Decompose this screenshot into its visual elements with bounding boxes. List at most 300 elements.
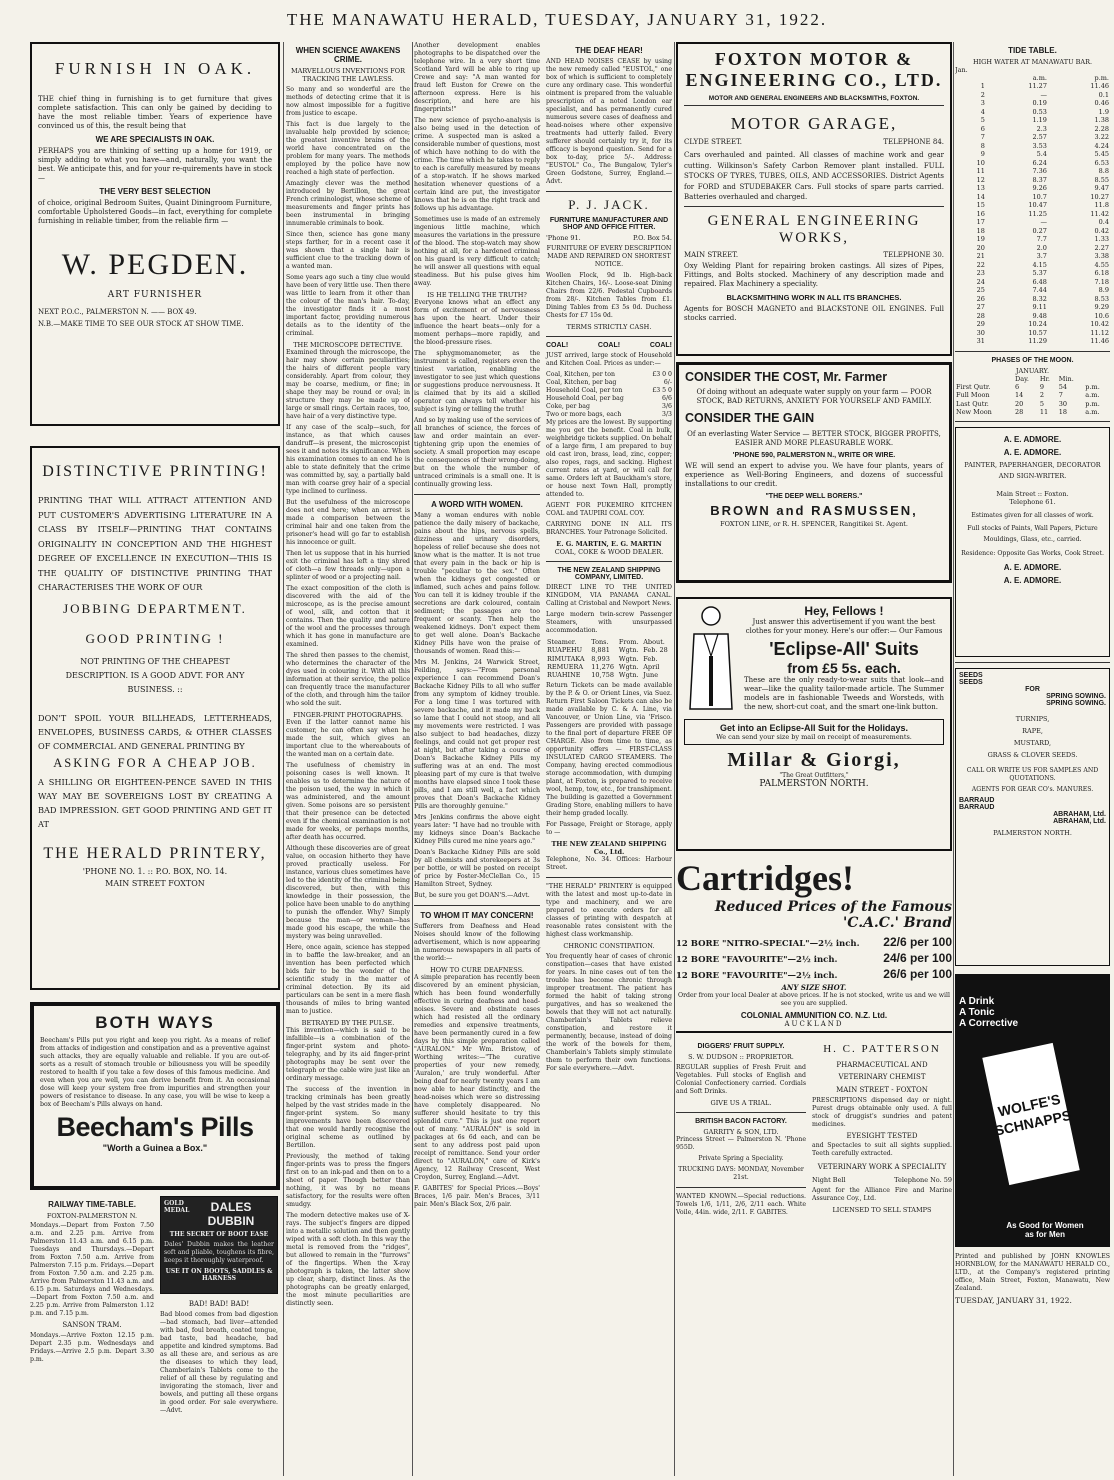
cartridge-bore: 12 BORE "NITRO-SPECIAL"—2½ inch. [676,939,860,949]
science-p23: Everyone knows what an effect any form of excitement or of nervousness has upon the heart. Under their influence the heart beats—only for a moment perhaps—more rapidly, and the blood-pressure rises. [414,299,540,346]
table-row [955,244,1110,253]
moon-title: PHASES OF THE MOON. [991,356,1074,364]
seeds-for: FOR [1025,686,1040,694]
table-cell: 11.42 [1090,209,1109,218]
table-header: Steamer. [547,638,577,646]
farmer-p2: Of an everlasting Water Service — BETTER STOCK, BIGGER PROFITS, EASIER AND MORE PLEASURABLE WORK. [687,430,941,447]
science-p2: This fact is due largely to the invaluable help provided by science; the greatest inventive brains of the world have concentrated on the problem for many years. The methods employed by the police have now reached a high state of perfection. [286,121,410,176]
table-row [955,167,1110,176]
wolfe-bottle [982,1043,1079,1185]
table-row [546,663,672,671]
admore-tel: Telephone 61. [1009,498,1056,507]
coal-carrying: CARRYING DONE IN ALL ITS BRANCHES. Your Patronage Solicited. [546,521,672,536]
cartridges-sub: Reduced Prices of the Famous 'C.A.C.' Brand [714,899,952,931]
motor-advert [676,42,952,356]
beecham-brand: Beecham's Pills [56,1112,254,1142]
wolfe-l2: A Tonic [959,1007,995,1019]
table-cell: 19 [976,235,985,244]
oak-advert [30,42,280,426]
cartridge-price: 26/6 per 100 [883,967,952,981]
coal-price-list [546,371,672,419]
table-cell: 5.4 [1036,150,1047,159]
dales-column [160,1196,278,1418]
table-cell: 16 [976,209,985,218]
table-cell: 4 [980,107,985,116]
table-cell: 5 [980,116,985,125]
admore-role: PAINTER, PAPERHANGER, DECORATOR AND SIGN-WRITER. [964,461,1101,481]
table-cell: 1 [980,82,985,91]
table-cell: 5.37 [1032,269,1047,278]
women-sure: But, be sure you get DOAN'S.—Advt. [414,892,530,899]
table-cell: Wgtn. [618,671,639,680]
table-row [955,329,1110,338]
eclipse-holiday: Get into an Eclipse-All Suit for the Holidays. [719,723,909,733]
moon-table [955,375,1110,416]
pegden-addr: NEXT P.O.C., PALMERSTON N. —— BOX 49. [38,308,197,316]
farmer-title: CONSIDER THE COST, Mr. Farmer [685,370,888,384]
eclipse-holiday-box [684,719,944,745]
printing-herald: THE HERALD PRINTERY, [43,844,267,862]
table-cell: 6.24 [1032,158,1047,167]
oak-selection: THE VERY BEST SELECTION [99,187,211,196]
table-cell: 7.36 [1032,167,1047,176]
table-cell: RIMUTAKA [547,654,585,663]
wolfe-advert [955,974,1110,1247]
tide-month: Jan. [955,66,968,74]
coal-price: 3/3 [662,411,672,418]
oak-p2: PERHAPS you are thinking of setting up a home for 1919, or simply adding to what you have—and, naturally, you want the best. We anticipate this, and for your re-quirements have in stock — [38,147,272,182]
science-p24: The sphygmomanometer, as the instrument is called, registers even the tiniest variation, enabling the investigator to see just which questions or suggestions produce nervousness. It is claimed that by its aid a skilled operator can always tell whether his subject is lying or telling the truth! [414,350,540,413]
patterson-eyesight: EYESIGHT TESTED [846,1132,918,1140]
deaf-title: THE DEAF HEAR! [575,46,643,55]
table-row [955,99,1110,108]
chronic-body: You frequently hear of cases of chronic constipation—cases that have existed for years. In nine cases out of ten the trouble has become chronic through improper treatment. The patient has formed the habit of taking strong purgatives, and has so weakened the bowels that they will not act naturally. Chamberlain's Tablets relieve constipation, and restore it permanently, because, instead of doing the work of the bowels for them, Chamberlain's Tablets simply stimulate them to perform their own functions. For sale everywhere.—Advt. [546,953,672,1073]
table-cell: 9.48 [1032,311,1047,320]
jack-sub: FURNITURE MANUFACTURER AND SHOP AND OFFICE FITTER. [549,217,669,231]
cartridge-price-list [676,935,952,981]
column-1 [30,42,280,1476]
table-cell: 13 [976,184,985,193]
beecham-title: BOTH WAYS [95,1013,215,1032]
table-cell: 11.27 [1028,82,1047,91]
gen-agents: Agents for BOSCH MAGNETO and BLACKSTONE OIL ENGINES. Full stocks carried. [684,304,944,322]
table-cell: 8.53 [1094,294,1109,303]
table-cell: 3.7 [1036,252,1047,261]
table-cell: Full Moon [956,391,990,400]
science-p6: Examined through the microscope, the hair may show certain peculiarities; the hairs of different people vary considerably. Apart from colour, they may be coarse, medium, or fine; in shape they may be round or oval; in structure they may be made up of large or small rings. Certain races, too, have hair of a very distinctive type. [286,349,410,420]
admore-street: Main Street :: Foxton. [996,490,1069,499]
table-cell: 6.18 [1094,269,1109,278]
wanted-known: WANTED KNOWN.—Special reductions. Towels 1/6, 1/11, 2/6, 2/11 each. White Voile, 44in. wide, 2/11. F. GABITES. [676,1193,806,1216]
eclipse-hey: Hey, Fellows ! [804,604,884,618]
seeds-barraud-2: BARRAUD [959,804,995,812]
admore-res: Residence: Opposite Gas Works, Cook Street. [961,550,1104,558]
science-p19: The modern detective makes use of X-rays. The subject's fingers are dipped into a metallic solution and then gently wiped with a soft cloth. In this way the metal is removed from the "ridges", but allowed to remain in the "furrows" of the fingertips. When the X-ray photograph is taken, the latter show up clear, sharp, distinct lines. As the photographs can be greatly enlarged, the most minute peculiarities are distinctly seen. [286,1212,410,1307]
table-cell: 11.12 [1090,328,1109,337]
railway-sub: FOXTON-PALMERSTON N. [46,1212,138,1220]
science-p3: Amazingly clever was the method introduced by Bertillon, the great French criminologist, whose scheme of measurements and finger prints has been instrumental in bringing innumerable criminals to book. [286,180,410,227]
table-row [955,286,1110,295]
table-cell: 2.3 [1036,124,1047,133]
table-row [955,408,1110,416]
table-row [546,646,672,654]
chronic-title: CHRONIC CONSTIPATION. [563,942,655,951]
table-cell: 1.19 [1032,116,1047,125]
eclipse-outfitters: "The Great Outfitters," [779,772,849,779]
table-row [955,295,1110,304]
table-header: a.m. [1032,74,1047,82]
table-cell: 10,758 [591,671,614,680]
gen-black: BLACKSMITHING WORK IN ALL ITS BRANCHES. [726,292,902,302]
column-3 [414,42,672,1476]
list-item [546,387,672,395]
eclipse-price: from £5 5s. each. [787,660,901,676]
table-cell: 30 [1058,399,1068,408]
gen-title: GENERAL ENGINEERING WORKS, [707,212,921,246]
dudson-body: REGULAR supplies of Fresh Fruit and Vegetables. Full stocks of English and Colonial Confectionery carried. Cordials and Soft Drinks. [676,1064,806,1095]
gabites-braces: F. GABITES' for Special Prices.—Boys' Braces, 1/6 pair. Men's Braces, 3/11 pair. Men's Black Sox, 2/6 pair. [414,1185,540,1208]
table-row [955,337,1110,346]
coal-head-3: COAL! [649,342,672,349]
eclipse-intro: Just answer this advertisement if you want the best clothes for your money. Here's our offer:— Our Famous [745,618,943,635]
table-row [955,91,1110,100]
table-cell: 10.27 [1090,192,1109,201]
oak-specialists: WE ARE SPECIALISTS IN OAK. [95,135,215,144]
seeds-sowing-2: SPRING SOWING. [1046,700,1106,708]
beecham-slogan: "Worth a Guinea a Box." [102,1143,208,1153]
table-cell: 18 [1058,407,1068,416]
motor-tel: TELEPHONE 84. [883,138,944,146]
patterson-street: MAIN STREET - FOXTON [836,1086,928,1094]
printing-advert [30,446,280,990]
admore-name-1: A. E. ADMORE. [1003,435,1062,445]
coal-head-1: COAL! [546,342,569,349]
pegden-nb: N.B.—MAKE TIME TO SEE OUR STOCK AT SHOW TIME. [38,320,244,328]
cartridges-title: Cartridges! [676,858,854,898]
list-item [546,379,672,387]
list-item [546,403,672,411]
table-cell: 7.18 [1094,277,1109,286]
table-row [955,312,1110,321]
coal-item: Household Coal, per bag [546,395,624,402]
table-cell: 30 [976,328,985,337]
seeds-barraud-1: BARRAUD [959,797,995,805]
jack-items: Woollen Flock, 9d lb. High-back Kitchen Chairs, 16/-. Loose-seat Dining Chairs from 22/6. Pedestal Cupboards from 28/-. Kitchen Tables from £1. Dining Tables from £3 5s 0d. Duchess Chests for £7 15s 0d. [546,272,672,319]
table-row [955,133,1110,142]
cartridge-row [676,951,952,965]
oak-p3: of choice, original Bedroom Suites, Quaint Diningroom Furniture, comfortable Upholstered Goods—in fact, everything for complete furnishing in reliable timber, from the reliable firm — [38,199,272,225]
women-title: A WORD WITH WOMEN. [431,500,523,509]
table-cell: 11.46 [1090,337,1109,346]
table-cell: 9 [1039,383,1045,392]
science-p25: And so by making use of the services of all branches of science, the forces of law and order maintain an ever-tightening grip upon the enemies of society. A small proportion may escape the consequences of their wrong-doing, but on the whole the number of untraced criminals is a small one. It is continually growing less. [414,417,540,488]
table-cell: 27 [976,303,985,312]
motor-title: FOXTON MOTOR & ENGINEERING CO., LTD. [685,49,943,90]
farmer-gain: CONSIDER THE GAIN [685,411,815,425]
shipping-company: THE NEW ZEALAND SHIPPING Co., Ltd. [551,840,667,857]
gen-body: Oxy Welding Plant for repairing broken castings. All sizes of Pipes, Fittings, and Bolts stocked. Machinery of any description made and repaired. Flax Machinery a speciality. [684,261,944,288]
pegden-name: W. PEGDEN. [61,248,249,281]
farmer-firm: BROWN and RASMUSSEN, [710,503,918,518]
beecham-advert [30,1002,280,1190]
motor-sub: MOTOR AND GENERAL ENGINEERS AND BLACKSMITHS, FOXTON. [708,95,920,102]
table-row [955,269,1110,278]
table-cell: 10.42 [1090,320,1109,329]
admore-stock: Full stocks of Paints, Wall Papers, Picture Mouldings, Glass, etc., carried. [967,525,1098,544]
cartridge-bore: 12 BORE "FAVOURITE"—2½ inch. [676,955,838,965]
column-2 [286,42,410,1476]
dudson-prop: S. W. DUDSON :: PROPRIETOR. [688,1053,794,1061]
science-p14: Although these discoveries are of great value, on occasion hitherto they have proved practically useless. For instance, various clues sometimes have led to the identity of the criminal being discovered, but then, with this knowledge in their possession, the police have been unable to do anything to punish the offender. Why? Simply because the man—or woman—has made good his escape, the while the mystery was being unravelled. [286,845,410,940]
table-cell: 8,881 [591,646,610,655]
column-4 [676,42,952,1476]
man-figure-icon [684,604,738,714]
patterson-tel: Telephone No. 59 [894,1176,952,1184]
pegden-role: ART FURNISHER [107,290,203,300]
bacon-spring: Private Spring a Speciality. [698,1155,784,1162]
eclipse-name: 'Eclipse-All' Suits [769,639,919,659]
table-header: About. [643,638,665,646]
table-cell: a.m. [1085,391,1100,400]
science-p1: So many and so wonderful are the methods of detecting crime that it is now almost impossible for a fugitive from justice to escape. [286,86,410,117]
badbad-body: Bad blood comes from bad digestion—bad stomach, bad liver—attended with bad, foul breath, coated tongue, bad taste, bad headache, bad appetite and kindred symptoms. Bad as all these are, and serious as are the diseases to which they lead, Chamberlain's Tablets come to the relief of all these by regulating and invigorating the stomach, liver and bowels, and putting all these organs in good order. For sale everywhere. —Advt. [160,1311,278,1414]
seed-list [959,713,1106,761]
sanson-body: Mondays.—Arrive Foxton 12.15 p.m. Depart 2.35 p.m. Wednesdays and Fridays.—Arrive 2.5 p.m. Depart 3.30 p.m. [30,1332,154,1363]
table-cell: 1.33 [1094,235,1109,244]
gen-tel: TELEPHONE 30. [883,250,944,259]
table-cell: 0.46 [1094,99,1109,108]
eclipse-firm: Millar & Giorgi, [727,749,901,771]
table-row [955,320,1110,329]
women-follow: Mrs Jenkins confirms the above eight years later: "I have had no trouble with my kidneys since Doan's Backache Kidney Pills cured me nine years ago." [414,814,540,845]
jack-phone: 'Phone 91. [546,234,581,242]
column-3a [414,42,540,1212]
cartridge-row [676,967,952,981]
science-p12: Even if the latter cannot name his customer, he can often say when he made the suit, which gives an important clue to the whereabouts of the wanted man on a certain date. [286,719,410,758]
oak-title: FURNISH IN OAK. [54,59,256,78]
coal-price: 3/6 [662,403,672,410]
science-finger-heading: FINGER-PRINT PHOTOGRAPHS. [293,711,403,719]
dales-name: DALES DUBBIN [207,1200,255,1228]
wolfe-good: As Good for Women as for Men [1006,1221,1084,1240]
science-title: WHEN SCIENCE AWAKENS CRIME. [295,46,401,64]
table-row [955,142,1110,151]
cartridges-advert [676,857,952,1033]
table-header [955,375,1014,383]
cartridges-city: AUCKLAND [784,1020,844,1028]
table-cell: 24 [976,277,985,286]
col4-bottom [676,1039,952,1220]
women-letter: Mrs M. Jenkins, 24 Warwick Street, Feilding, says:—"From personal experience I can recommend Doan's Backache Kidney Pills to all who suffer from any symptom of kidney trouble. For a long time I was tortured with severe backache, and it made my back so lame that I could not stoop, and all my movements were restricted. I was also subject to bad headaches, dizzy feelings, and could not get proper rest at night, but after taking a course of Doan's Backache Kidney Pills my suffering was at an end. The most pleasing part of my cure is that twelve months have elapsed since I took these pills, and I am still well, a fact which proves that Doan's Backache Kidney Pills are thoroughly genuine." [414,659,540,810]
table-cell: 8.55 [1094,175,1109,184]
bacon-addr: Princess Street — Palmerston N. 'Phone 955D. [676,1136,806,1151]
railway-and-dales [30,1196,280,1418]
table-row [955,278,1110,287]
table-cell: 14 [1014,391,1024,400]
science-p11: The shred then passes to the chemist, who determines the character of the dyes used in colouring it. With all this information at their service, the police can frequently trace the manufacturer of the cloth, and through him the tailor who sold the suit. [286,652,410,707]
table-cell: 3.53 [1032,141,1047,150]
printing-dept: JOBBING DEPARTMENT. [63,600,247,616]
table-cell: 2 [980,90,985,99]
table-cell: 2 [1039,391,1045,400]
list-item [546,371,672,379]
patterson-night: Night Bell [812,1176,846,1184]
table-row [955,159,1110,168]
table-row [955,82,1110,91]
table-cell: 6 [980,124,985,133]
railway-body: Mondays.—Depart from Foxton 7.50 a.m. and 2.25 p.m. Arrive from Palmerston 11.43 a.m. and 6.15 p.m. Tuesdays and Thursdays.—Depart from Foxton 7.50 a.m. Arrive from Palmerston 7.15 p.m. Fridays.—Depart from Foxton 7.50 a.m. and 2.25 p.m. Arrive from Palmerston 11.43 a.m. and 6.15 p.m. Saturdays and Wednesdays.—Depart from Foxton 7.50 a.m. and 2.25 p.m. Arrive from Palmerston 1.12 p.m. and 7.15 p.m. [30,1222,154,1317]
railway-title: RAILWAY TIME-TABLE. [48,1200,136,1209]
table-cell: 11 [1039,407,1049,416]
seeds-abraham-1: ABRAHAM, Ltd. [1053,811,1106,819]
admore-advert [955,427,1110,657]
dales-sub: THE SECRET OF BOOT EASE [169,1231,269,1238]
table-header: Day. [1014,374,1029,383]
printing-good: GOOD PRINTING ! [85,630,225,646]
table-cell: — [1040,90,1047,99]
table-cell: RUAHINE [547,671,581,680]
table-row [955,235,1110,244]
coal-item: Coal, Kitchen, per ton [546,371,615,378]
coal-item: Coal, Kitchen, per bag [546,379,617,386]
seeds-title-1: SEEDS [959,672,983,680]
table-row [955,303,1110,312]
table-cell: 10.47 [1028,201,1047,210]
printing-body: PRINTING THAT WILL ATTRACT ATTENTION AND PUT CUSTOMER'S ADVERTISING LITERATURE IN A CLASS BY ITSELF—PRINTING THAT CONTAINS ORIGINALITY IN CONCEPTION AND THE HIGHEST DEGREE OF EXCELLENCE IN EXECUTION—THIS IS THE QUALITY OF DISTINCTIVE PRINTING THAT CHARACTERISES THE WORK OF OUR [38,495,272,592]
table-cell: 9.26 [1032,184,1047,193]
list-item: MUSTARD, [1013,739,1052,748]
table-cell: 17 [976,218,985,227]
table-cell: New Moon [956,407,992,416]
table-cell: 6 [1014,383,1020,392]
science-p20: Another development enables photographs to be dispatched over the telephone wire. In a very short time Scotland Yard will be able to ring up Crewe and say: "A man wanted for fraud left Euston for Crewe on the afternoon express. Here is his description, and here are his fingerprints!" [414,42,540,113]
table-cell: 23 [976,269,985,278]
tide-title: TIDE TABLE. [1008,46,1057,55]
beecham-body: Beecham's Pills put you right and keep you right. As a means of relief from attacks of indigestion and constipation and as a preventive against such attacks, they are equally valuable and reliable. If you are out-of-sorts as a result of stomach trouble or biliousness you will be speedily restored to health if you take a few doses of this famous medicine. And even when you are well, you can derive benefit from it. An occasional dose will keep your system free from impurities and strengthen your powers of resistance to disease. In any case, you will be wise to keep a box of Beecham's Pills always on hand. [40,1037,270,1108]
seeds-city: PALMERSTON NORTH. [993,829,1072,838]
shipping-body: Return Tickets can be made available by the P. & O. or Orient Lines, via Suez. Return First Saloon Tickets can also be made available by C. & A. Line, via Vancouver, or Union Line, via 'Frisco. Passengers are provided with passage to the final port of departure FREE OF CHARGE. Also from time to time, as opportunity offers — FIRST-CLASS INSULATED CARGO STEAMERS. The Company, having erected commodious storage accommodation, with dumping plant, at Foxton, is prepared to receive wool, hemp, tow, etc., for transhipment. The building is gazetted a Government Grading Store, enabling millers to have their hemp graded locally. [546,682,672,818]
table-cell: 11 [976,167,985,176]
table-cell: 11,276 [591,662,614,671]
table-cell: 8,993 [591,654,610,663]
science-p18: Previously, the method of taking finger-prints was to press the fingers first on to an ink-pad and then on to a sheet of paper. Though better than nothing, it was by no means satisfactory, for the results were often smudgy. [286,1153,410,1208]
seeds-call: CALL OR WRITE US FOR SAMPLES AND QUOTATIONS. [966,767,1099,783]
coal-agent: AGENT FOR PUKEMIRO KITCHEN COAL and TAUPIRI COAL COY. [546,502,672,517]
admore-name-2: A. E. ADMORE. [1003,448,1062,458]
coal-price: £3 5 0 [652,387,672,394]
table-row [955,252,1110,261]
dales-medal: GOLD MEDAL [164,1200,190,1214]
jack-box: P.O. Box 54. [633,234,672,242]
table-cell: 26 [976,294,985,303]
admore-name-4: A. E. ADMORE. [1003,576,1062,586]
jack-body: FURNITURE OF EVERY DESCRIPTION MADE AND REPAIRED ON SHORTEST NOTICE. [546,245,672,268]
bacon-trucking: TRUCKING DAYS: MONDAY, November 21st. [678,1166,804,1181]
table-row [955,125,1110,134]
table-cell: RUAPEHU [547,646,583,655]
dudson-title: DIGGERS' FRUIT SUPPLY. [697,1043,785,1050]
moon-month: JANUARY. [1015,366,1050,375]
col4-bottom-left [676,1039,806,1220]
table-cell: Wgtn. [618,646,639,655]
science-sub: MARVELLOUS INVENTIONS FOR TRACKING THE LAWLESS. [291,67,405,83]
women-body: Many a woman endures with noble patience the daily misery of backache, pains about the hips, nervous spells, dizziness and urinary disorders, hopeless of relief because she does not know what is the matter. It is not true that every pain in the back or hip is trouble "peculiar to the sex." Often when the kidneys get congested or inflamed, such aches and pains follow. You can tell it is kidney trouble if the secretions are dark coloured, contain sediment; the passages are too frequent or scanty. Then help the weakened kidneys. Don't expect them to get well alone. Doan's Backache Kidney Pills have won the praise of thousands of women. Read this:— [414,512,540,655]
shipping-title: THE NEW ZEALAND SHIPPING COMPANY, LIMITED. [557,567,661,581]
seeds-title-2: SEEDS [959,679,983,687]
table-cell: Feb. [643,654,658,663]
table-cell: 10.57 [1028,328,1047,337]
admore-est: Estimates given for all classes of work. [971,512,1094,520]
table-cell: 14 [976,192,985,201]
cartridges-company: COLONIAL AMMUNITION CO. N.Z. Ltd. [740,1011,888,1020]
dudson-give: GIVE US A TRIAL. [710,1099,772,1107]
table-cell: 21 [976,252,985,261]
printing-asking: ASKING FOR A CHEAP JOB. [53,755,257,770]
jack-name: P. J. JACK. [568,197,650,212]
farmer-addr: FOXTON LINE, or R. H. SPENCER, Rangitikei St. Agent. [720,520,908,528]
table-cell: 0.4 [1098,218,1109,227]
concern-title: TO WHOM IT MAY CONCERN! [420,911,534,920]
table-cell: 11.25 [1028,209,1047,218]
table-cell: 22 [976,260,985,269]
table-row [955,210,1110,219]
science-truth-heading: IS HE TELLING THE TRUTH? [427,291,527,299]
table-cell: 10 [976,158,985,167]
patterson-agent: Agent for the Alliance Fire and Marine Assurance Coy., Ltd. [812,1187,952,1202]
wolfe-brand: WOLFE'S SCHNAPPS [993,1091,1073,1139]
coal-item: Household Coal, per ton [546,387,623,394]
table-row [955,193,1110,202]
patterson-vet: VETERINARY WORK A SPECIALITY [817,1163,947,1171]
table-cell: 9.47 [1094,184,1109,193]
tide-sub: HIGH WATER AT MANAWATU BAR. [972,58,1093,66]
table-cell: 2.57 [1032,133,1047,142]
coal-price: £3 0 0 [652,371,672,378]
table-row [955,116,1110,125]
table-cell: 1.38 [1094,116,1109,125]
concern-body: Sufferers from Deafness and Head Noises should know of the following advertisement, which is now appearing in numerous newspapers in all parts of the world:— [414,923,540,962]
table-cell: 12 [976,175,985,184]
shipping-line: DIRECT LINE TO THE UNITED KINGDOM, VIA PANAMA CANAL. Calling at Cristobal and Newport News. [546,584,672,607]
eclipse-city: PALMERSTON NORTH. [759,779,869,789]
table-cell: a.m. [1085,407,1100,416]
coal-body: My prices are the lowest. By supporting me you get the benefit. Coal in bulk, weighbridge tickets supplied. On behalf of a large firm, I am prepared to buy old cast iron, brass, lead, zinc, copper; also ropes, rags, and sacking. Highest current rates at yard, or will call for same. Orders left at Bauckham's store, or house next Town Hall, promptly attended to. [546,419,672,498]
table-row [955,108,1110,117]
badbad-title: BAD! BAD! BAD! [188,1300,250,1308]
coal-intro: JUST arrived, large stock of Household and Kitchen Coal. Prices as under:— [546,352,672,367]
science-p13: The usefulness of chemistry in poisoning cases is well known. It enables us to determine the nature of the poison used, the way in which it was administered, and the amount given. Some poisons are so persistent that their presence can be detected even if the chemical examination is not made for weeks, or perhaps months, after death has occurred. [286,762,410,841]
eclipse-body: These are the only ready-to-wear suits that look—and wear—like the quality tailor-made article. The Summer models are in fashionable Tweeds and Worsteds, with the new, short-cut coat, and the smart one-link button. [744,676,944,711]
table-row [546,655,672,663]
patterson-advert [812,1039,952,1220]
printing-street: MAIN STREET FOXTON [105,878,205,888]
science-p5: Some years ago such a tiny clue would have been of very little use. Then there was little to learn from it other than the colour of the man's hair. To-day, the investigator finds it a most important factor, providing numerous details as to the identity of the criminal. [286,274,410,337]
cartridge-bore: 12 BORE "FAVOURITE"—2½ inch. [676,971,838,981]
footer-date: TUESDAY, JANUARY 31, 1922. [955,1296,1072,1306]
coal-item: Coke, per bag [546,403,590,410]
science-p7: If any case of the scalp—such, for instance, as that which causes dandruff—is present, the microscopist sees it and notes its significance. When his examination comes to an end he is able to state definitely that the crime was committed by, say, a partially bald man with coarse grey hair of a special type inclined to curliness. [286,424,410,495]
railway-timetable [30,1196,154,1418]
table-cell: 54 [1058,383,1068,392]
shipping-table [546,638,672,679]
sanson-title: SANSON TRAM. [62,1321,122,1329]
table-cell: 10.6 [1094,311,1109,320]
jack-terms: TERMS STRICTLY CASH. [566,323,652,331]
table-cell: 20 [976,243,985,252]
science-p15: Here, once again, science has stepped in to baffle the law-breaker, and an invention has been perfected which bids fair to be the wonder of the scientific study in the matter of criminal detection. By its aid particulars can be sent in a mere flash thousands of miles to bring wanted man to justice. [286,944,410,1015]
table-cell: 9 [980,150,985,159]
table-cell: 0.27 [1032,226,1047,235]
